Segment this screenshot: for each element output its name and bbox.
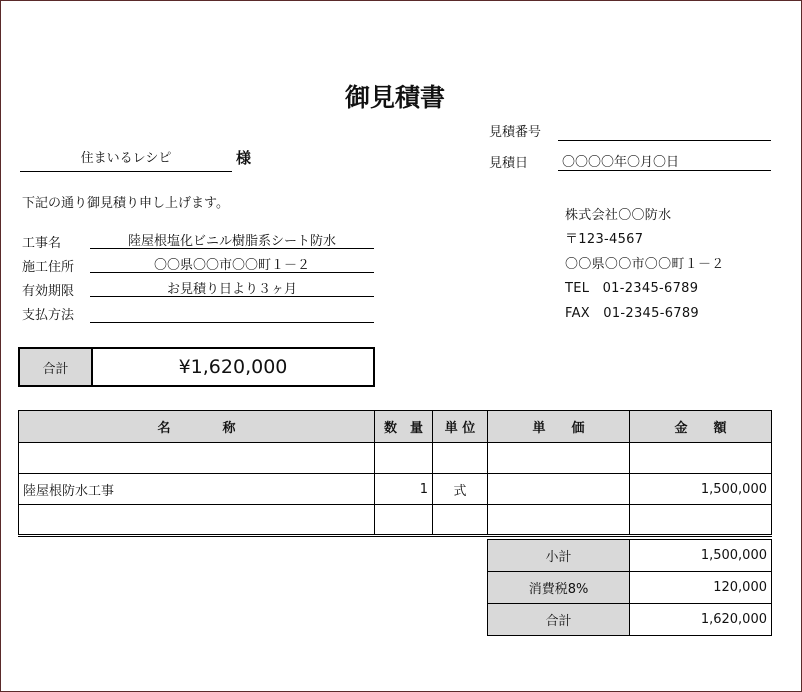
company-tel: TEL 01-2345-6789 — [565, 281, 699, 296]
cell-quantity — [375, 443, 433, 474]
table-row — [19, 505, 772, 536]
recipient-name: 住まいるレシピ — [20, 147, 232, 172]
header-quantity: 数 量 — [375, 411, 433, 443]
cell-item-name: 陸屋根防水工事 — [19, 474, 375, 505]
cell-item-name — [19, 505, 375, 536]
cell-unit-price — [488, 505, 630, 536]
summary-table — [487, 539, 772, 636]
grand-total-label: 合計 — [488, 604, 630, 636]
intro-text: 下記の通り御見積り申し上げます。 — [22, 196, 229, 211]
tax-value: 120,000 — [630, 572, 772, 604]
cell-quantity: 1 — [375, 474, 433, 505]
company-address: 〇〇県〇〇市〇〇町１－２ — [565, 257, 725, 272]
estimate-number-label: 見積番号 — [489, 125, 542, 140]
page-title: 御見積書 — [344, 83, 445, 112]
info-label-payment: 支払方法 — [22, 308, 75, 323]
estimate-number-field — [558, 122, 771, 141]
cell-item-name — [19, 443, 375, 474]
summary-row-total — [488, 604, 772, 636]
cell-amount: 1,500,000 — [630, 474, 772, 505]
company-name: 株式会社〇〇防水 — [565, 208, 672, 223]
cell-amount — [630, 505, 772, 536]
summary-row-subtotal — [488, 540, 772, 572]
header-unit-price: 単 価 — [488, 411, 630, 443]
grand-total-value: 1,620,000 — [630, 604, 772, 636]
table-header-row — [19, 411, 772, 443]
line-items-table — [18, 410, 772, 537]
recipient-honorific: 様 — [236, 149, 252, 167]
header-unit: 単 位 — [433, 411, 488, 443]
subtotal-value: 1,500,000 — [630, 540, 772, 572]
info-value-validity: お見積り日より３ヶ月 — [90, 278, 374, 297]
estimate-date-field: 〇〇〇〇年〇月〇日 — [558, 151, 771, 171]
tax-label: 消費税8% — [488, 572, 630, 604]
header-amount: 金 額 — [630, 411, 772, 443]
info-value-payment — [90, 304, 374, 323]
cell-unit-price — [488, 474, 630, 505]
cell-quantity — [375, 505, 433, 536]
info-value-address: 〇〇県〇〇市〇〇町１－２ — [90, 254, 374, 273]
cell-unit: 式 — [433, 474, 488, 505]
table-row — [19, 474, 772, 505]
estimate-date-label: 見積日 — [489, 156, 529, 171]
cell-amount — [630, 443, 772, 474]
info-label-address: 施工住所 — [22, 260, 75, 275]
total-label: 合計 — [20, 349, 93, 385]
company-postal: 〒123-4567 — [565, 232, 644, 247]
info-value-project: 陸屋根塩化ビニル樹脂系シート防水 — [90, 230, 374, 249]
cell-unit-price — [488, 443, 630, 474]
company-fax: FAX 01-2345-6789 — [565, 306, 699, 321]
summary-row-tax — [488, 572, 772, 604]
info-label-validity: 有効期限 — [22, 284, 75, 299]
total-box — [18, 347, 375, 387]
header-item-name: 名 称 — [19, 411, 375, 443]
total-amount: ¥1,620,000 — [178, 356, 288, 378]
info-label-project: 工事名 — [22, 236, 62, 251]
cell-unit — [433, 505, 488, 536]
cell-unit — [433, 443, 488, 474]
subtotal-label: 小計 — [488, 540, 630, 572]
table-row — [19, 443, 772, 474]
